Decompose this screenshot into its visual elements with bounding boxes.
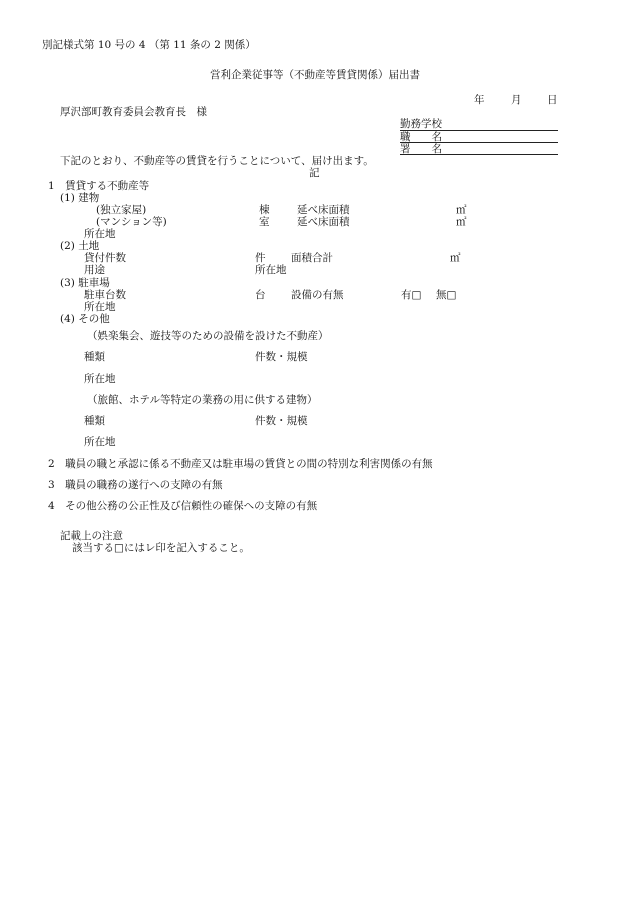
kind-label-2: 種類 <box>84 415 105 427</box>
position-label: 職 名 <box>400 131 442 143</box>
signature-field-line[interactable] <box>400 154 558 155</box>
mansion: (マンション等) <box>96 216 167 228</box>
equipment-yes-checkbox[interactable]: 有□ <box>401 289 422 301</box>
parking-capacity-label: 駐車台数 <box>84 289 126 301</box>
sqm-unit-2: ㎡ <box>456 216 467 228</box>
land-location: 所在地 <box>255 264 287 276</box>
signature-label: 署 名 <box>400 143 442 155</box>
land-sqm-unit: ㎡ <box>450 252 461 264</box>
school-label: 勤務学校 <box>400 118 442 130</box>
section4-heading: 4 その他公務の公正性及び信頼性の確保への支障の有無 <box>48 500 318 512</box>
kind-label-1: 種類 <box>84 351 105 363</box>
parking-location: 所在地 <box>84 301 116 313</box>
entertainment-note: （娯楽集会、遊技等のための設備を設けた不動産） <box>87 330 329 342</box>
equipment-label: 設備の有無 <box>291 289 344 301</box>
hotel-note: （旅館、ホテル等特定の業務の用に供する建物） <box>87 394 318 406</box>
detached-unit: 棟 <box>259 204 270 216</box>
section1-heading: 1 賃貸する不動産等 <box>48 180 150 192</box>
notes-item: 該当する□にはレ印を記入すること。 <box>72 542 250 554</box>
other-location-1: 所在地 <box>84 373 116 385</box>
floor-area-label-2: 延べ床面積 <box>297 216 350 228</box>
lease-count-unit: 件 <box>255 252 266 264</box>
building-location: 所在地 <box>84 228 116 240</box>
land-use-label: 用途 <box>84 264 105 276</box>
mansion-unit: 室 <box>259 216 270 228</box>
other-label: (4) その他 <box>60 313 110 325</box>
intro-text: 下記のとおり、不動産等の賃貸を行うことについて、届け出ます。 <box>60 155 374 167</box>
land-label: (2) 土地 <box>60 240 100 252</box>
section2-heading: 2 職員の職と承認に係る不動産又は駐車場の賃貸との間の特別な利害関係の有無 <box>48 458 433 470</box>
notes-heading: 記載上の注意 <box>60 530 123 542</box>
area-total-label: 面積合計 <box>291 252 333 264</box>
floor-area-label-1: 延べ床面積 <box>297 204 350 216</box>
detached-house: (独立家屋) <box>96 204 147 216</box>
parking-label: (3) 駐車場 <box>60 277 110 289</box>
sqm-unit-1: ㎡ <box>456 204 467 216</box>
equipment-no-checkbox[interactable]: 無□ <box>436 289 457 301</box>
date-month: 月 <box>511 94 522 106</box>
date-day: 日 <box>547 94 558 106</box>
count-scale-label-2: 件数・規模 <box>255 415 308 427</box>
building-label: (1) 建物 <box>60 192 100 204</box>
count-scale-label-1: 件数・規模 <box>255 351 308 363</box>
ki-mark: 記 <box>309 167 320 179</box>
addressee: 厚沢部町教育委員会教育長 様 <box>60 106 207 118</box>
section3-heading: 3 職員の職務の遂行への支障の有無 <box>48 479 223 491</box>
other-location-2: 所在地 <box>84 436 116 448</box>
parking-unit: 台 <box>255 289 266 301</box>
form-number: 別記様式第 10 号の 4 （第 11 条の 2 関係） <box>42 39 256 51</box>
lease-count-label: 貸付件数 <box>84 252 126 264</box>
date-year: 年 <box>474 94 485 106</box>
document-title: 営利企業従事等（不動産等賃貸関係）届出書 <box>210 69 420 81</box>
